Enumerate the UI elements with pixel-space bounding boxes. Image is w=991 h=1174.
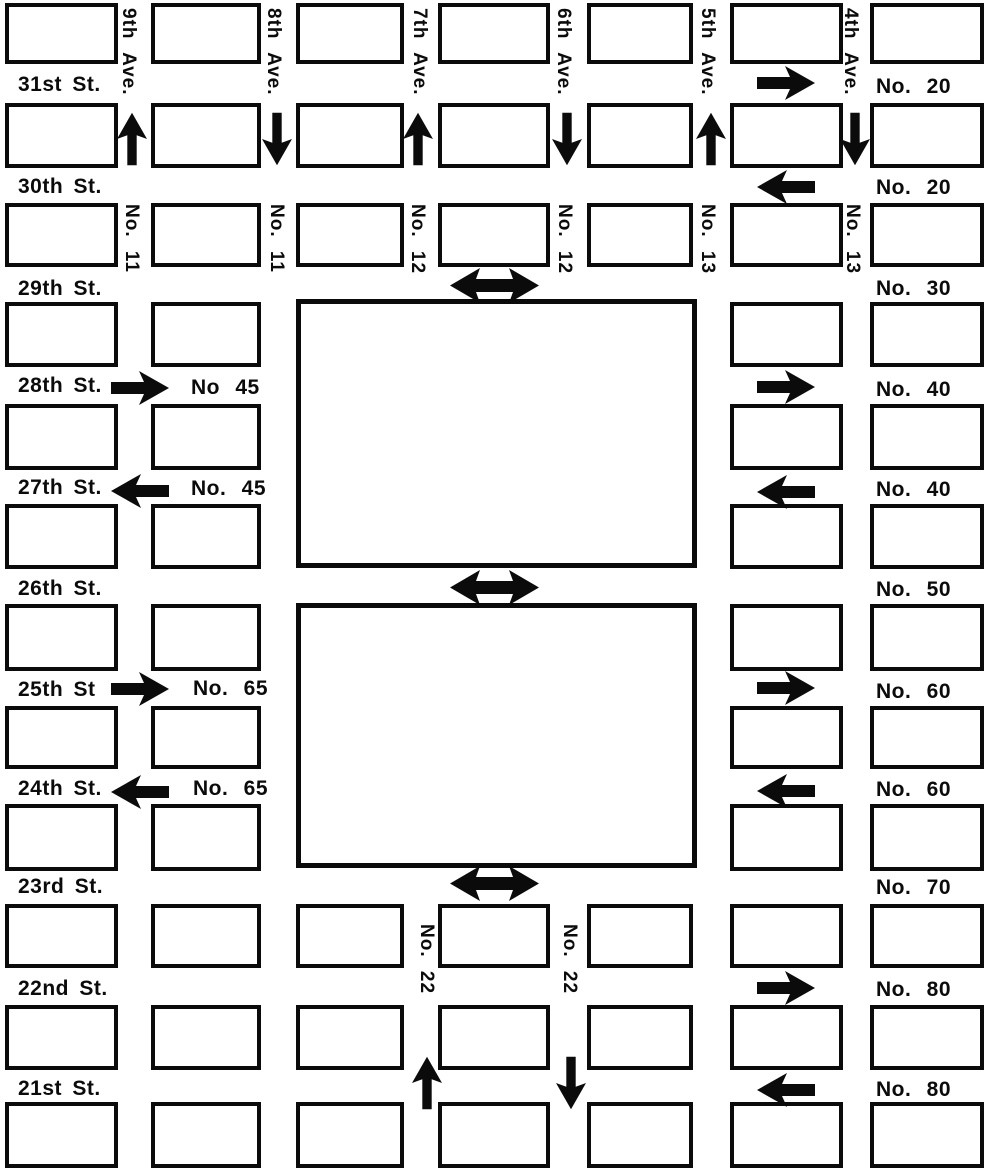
city-block: [730, 804, 843, 871]
city-block: [296, 1102, 404, 1168]
down-arrow-icon: [556, 1056, 586, 1110]
city-block: [587, 1005, 693, 1070]
route-label-no60-24th: No. 60: [876, 778, 952, 801]
right-arrow-icon: [757, 370, 815, 404]
street-label-26th: 26th St.: [18, 577, 102, 600]
right-arrow-icon: [111, 672, 169, 706]
right-arrow-icon: [757, 671, 815, 705]
city-block: [151, 904, 261, 968]
city-block: [5, 904, 118, 968]
left-arrow-icon: [757, 170, 815, 204]
city-block: [151, 103, 261, 168]
city-block: [870, 1005, 984, 1070]
city-block: [438, 203, 550, 267]
city-block: [587, 1102, 693, 1168]
route-label-no50-26th: No. 50: [876, 578, 952, 601]
route-label-no13-4th: No. 13: [842, 204, 863, 275]
city-block: [730, 3, 843, 64]
down-arrow-icon: [552, 112, 582, 166]
street-label-21st: 21st St.: [18, 1077, 101, 1100]
city-block: [587, 904, 693, 968]
city-block: [151, 404, 261, 470]
route-label-no80-22nd: No. 80: [876, 978, 952, 1001]
city-block: [151, 1005, 261, 1070]
city-block: [151, 1102, 261, 1168]
street-label-23rd: 23rd St.: [18, 875, 104, 898]
street-label-25th: 25th St: [18, 678, 96, 701]
city-block: [151, 706, 261, 769]
route-label-no65-24th: No. 65: [193, 777, 269, 800]
avenue-label-5th: 5th Ave.: [697, 8, 718, 96]
route-label-no40-27th: No. 40: [876, 478, 952, 501]
city-block: [870, 804, 984, 871]
right-arrow-icon: [111, 371, 169, 405]
avenue-label-6th: 6th Ave.: [553, 8, 574, 96]
city-block: [296, 904, 404, 968]
city-block: [730, 604, 843, 671]
left-arrow-icon: [111, 474, 169, 508]
route-label-no11-8th: No. 11: [266, 204, 287, 273]
city-block: [438, 1102, 550, 1168]
avenue-label-8th: 8th Ave.: [263, 8, 284, 96]
city-block: [587, 103, 693, 168]
up-arrow-icon: [403, 112, 433, 166]
avenue-label-9th: 9th Ave.: [118, 8, 139, 96]
city-block: [296, 1005, 404, 1070]
city-block: [587, 203, 693, 267]
city-block: [5, 3, 118, 64]
down-arrow-icon: [840, 112, 870, 166]
left-arrow-icon: [111, 775, 169, 809]
city-block: [151, 203, 261, 267]
city-block: [438, 904, 550, 968]
street-label-29th: 29th St.: [18, 277, 102, 300]
up-arrow-icon: [117, 112, 147, 166]
route-label-no65-25th: No. 65: [193, 677, 269, 700]
double-arrow-icon: [450, 866, 539, 901]
route-label-no30-29th: No. 30: [876, 277, 952, 300]
city-block: [730, 1102, 843, 1168]
city-block: [5, 1102, 118, 1168]
city-block: [438, 1005, 550, 1070]
city-block: [151, 604, 261, 671]
city-block: [5, 203, 118, 267]
city-block: [730, 904, 843, 968]
city-block: [730, 706, 843, 769]
route-label-no80-21st: No. 80: [876, 1078, 952, 1101]
city-block: [870, 103, 984, 168]
city-block: [5, 804, 118, 871]
city-block: [5, 706, 118, 769]
city-block: [151, 3, 261, 64]
route-label-no11-9th: No. 11: [121, 204, 142, 273]
left-arrow-icon: [757, 475, 815, 509]
route-label-no12-6th: No. 12: [554, 204, 575, 275]
city-block: [5, 404, 118, 470]
city-block: [870, 706, 984, 769]
street-label-30th: 30th St.: [18, 175, 102, 198]
city-block: [870, 504, 984, 569]
city-block: [730, 302, 843, 367]
city-block: [438, 3, 550, 64]
route-label-no12-7th: No. 12: [407, 204, 428, 275]
city-block: [587, 3, 693, 64]
street-label-22nd: 22nd St.: [18, 977, 108, 1000]
street-label-27th: 27th St.: [18, 476, 102, 499]
city-block: [870, 604, 984, 671]
city-block: [5, 504, 118, 569]
route-label-no20-31st: No. 20: [876, 75, 952, 98]
down-arrow-icon: [262, 112, 292, 166]
left-arrow-icon: [757, 1073, 815, 1107]
route-label-no70-23rd: No. 70: [876, 876, 952, 899]
route-label-no22-7th: No. 22: [416, 924, 437, 995]
city-block: [438, 103, 550, 168]
city-block: [296, 3, 404, 64]
route-label-no45-27th: No. 45: [191, 477, 267, 500]
left-arrow-icon: [757, 774, 815, 808]
route-label-no22-6th: No. 22: [559, 924, 580, 995]
city-block: [5, 103, 118, 168]
city-block: [730, 203, 843, 267]
route-label-no45-28th: No 45: [191, 376, 260, 399]
route-label-no40-28th: No. 40: [876, 378, 952, 401]
street-label-28th: 28th St.: [18, 374, 102, 397]
double-arrow-icon: [450, 570, 539, 605]
up-arrow-icon: [696, 112, 726, 166]
city-block: [5, 1005, 118, 1070]
park-block: [296, 603, 697, 868]
city-block: [870, 203, 984, 267]
right-arrow-icon: [757, 971, 815, 1005]
city-block: [5, 302, 118, 367]
route-label-no13-5th: No. 13: [697, 204, 718, 275]
city-block: [151, 302, 261, 367]
city-block: [730, 404, 843, 470]
city-block: [870, 904, 984, 968]
city-block: [296, 103, 404, 168]
route-label-no20-30th: No. 20: [876, 176, 952, 199]
city-block: [730, 504, 843, 569]
right-arrow-icon: [757, 66, 815, 100]
double-arrow-icon: [450, 268, 539, 303]
up-arrow-icon: [412, 1056, 442, 1110]
city-block: [296, 203, 404, 267]
route-label-no60-25th: No. 60: [876, 680, 952, 703]
city-block: [870, 302, 984, 367]
street-label-31st: 31st St.: [18, 73, 101, 96]
city-block: [730, 103, 843, 168]
city-block: [870, 3, 984, 64]
city-block: [870, 1102, 984, 1168]
city-block: [151, 504, 261, 569]
park-block: [296, 299, 697, 568]
avenue-label-7th: 7th Ave.: [409, 8, 430, 96]
city-block: [870, 404, 984, 470]
city-block: [730, 1005, 843, 1070]
city-block: [151, 804, 261, 871]
street-label-24th: 24th St.: [18, 777, 102, 800]
avenue-label-4th: 4th Ave.: [840, 8, 861, 96]
city-block: [5, 604, 118, 671]
